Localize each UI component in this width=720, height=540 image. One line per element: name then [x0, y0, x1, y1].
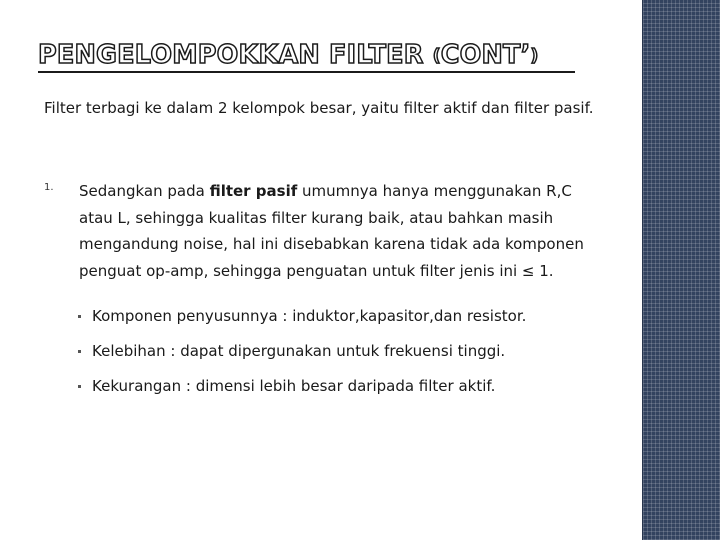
title-main: PENGELOMPOKKAN FILTER	[38, 40, 424, 70]
list-item	[82, 340, 612, 363]
title-suffix: CONT’	[440, 40, 531, 70]
bullet-text: Komponen penyusunnya : induktor,kapasitor,dan resistor.	[92, 307, 527, 325]
bullet-icon	[78, 350, 81, 353]
slide-title	[38, 40, 539, 70]
bullet-icon	[78, 385, 81, 388]
item-text-after: umumnya hanya menggunakan R,C atau L, sehingga kualitas filter kurang baik, atau bahkan masih mengandung noise, hal ini disebabkan karena tidak ada komponen penguat op-amp, sehingga penguatan untuk filter jenis ini ≤ 1.	[79, 182, 584, 280]
item-number: 1.	[44, 182, 54, 193]
bullet-text: Kelebihan : dapat dipergunakan untuk frekuensi tinggi.	[92, 342, 506, 360]
item-text-before: Sedangkan pada	[79, 182, 210, 200]
list-item	[82, 375, 612, 398]
title-underline	[38, 71, 575, 73]
bullet-list	[82, 305, 612, 410]
intro-paragraph: Filter terbagi ke dalam 2 kelompok besar, yaitu filter aktif dan filter pasif.	[44, 99, 594, 117]
decorative-side-panel	[642, 0, 720, 540]
bullet-icon	[78, 315, 81, 318]
item-text-bold: filter pasif	[209, 182, 298, 200]
item-text	[79, 178, 609, 284]
title-paren-open: (	[432, 46, 441, 66]
title-paren-close: )	[530, 46, 539, 66]
bullet-text: Kekurangan : dimensi lebih besar daripada filter aktif.	[92, 377, 496, 395]
list-item	[82, 305, 612, 328]
